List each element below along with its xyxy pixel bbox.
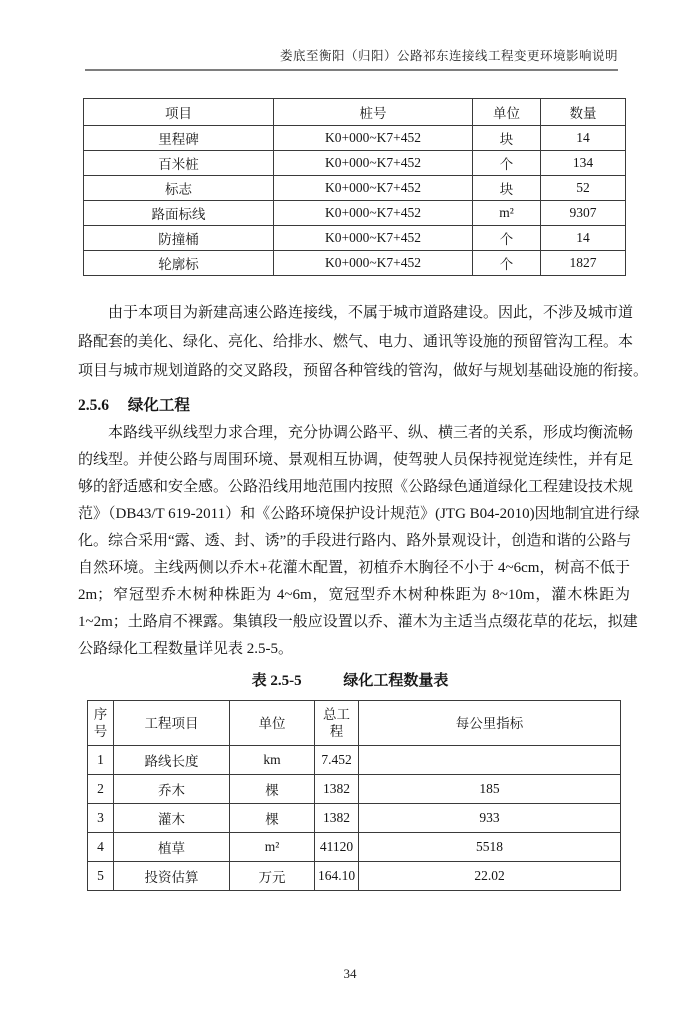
paragraph-line: 公路绿化工程数量详见表 2.5-5。 [78,641,293,657]
table-row [88,862,621,891]
index-cell: 4 [88,833,114,862]
table-row [88,775,621,804]
index-cell: 1 [88,746,114,775]
item-cell: 百米桩 [84,151,274,176]
unit-cell: 个 [473,151,541,176]
item-cell: 防撞桶 [84,226,274,251]
table-row [88,804,621,833]
page-header [85,46,618,71]
table-row [84,251,626,276]
per-km-cell: 185 [359,775,621,804]
qty-cell: 14 [541,126,626,151]
page-number: 34 [343,966,357,981]
unit-cell: 万元 [230,862,315,891]
unit-cell: m² [230,833,315,862]
paragraph-line: 路配套的美化、绿化、亮化、给排水、燃气、电力、通讯等设施的预留管沟工程。本 [78,334,634,350]
unit-cell: 块 [473,176,541,201]
stake-cell: K0+000~K7+452 [274,226,473,251]
unit-cell: 块 [473,126,541,151]
section-title: 绿化工程 [127,397,190,414]
table-caption [0,669,700,690]
per-km-cell: 933 [359,804,621,833]
qty-cell: 1827 [541,251,626,276]
table-caption-label: 表 2.5-5 [251,673,302,689]
facilities-table-header-row [84,99,626,126]
total-cell: 164.10 [315,862,359,891]
item-cell: 植草 [114,833,230,862]
total-cell: 7.452 [315,746,359,775]
table-caption-title: 绿化工程数量表 [343,673,449,689]
stake-cell: K0+000~K7+452 [274,251,473,276]
index-cell: 2 [88,775,114,804]
qty-cell: 9307 [541,201,626,226]
item-cell: 乔木 [114,775,230,804]
table-row [88,746,621,775]
paragraph-line: 由于本项目为新建高速公路连接线，不属于城市道路建设。因此，不涉及城市道 [108,305,634,321]
column-header: 每公里指标 [359,701,621,746]
item-cell: 里程碑 [84,126,274,151]
unit-cell: 个 [473,251,541,276]
table-row [84,151,626,176]
item-cell: 路面标线 [84,201,274,226]
paragraph-line: 1~2m；土路肩不裸露。集镇段一般应设置以乔、灌木为主适当点缀花草的花坛，拟建 [78,614,638,630]
page-header-title: 娄底至衡阳（归阳）公路祁东连接线工程变更环境影响说明 [279,49,618,63]
column-header: 单位 [473,99,541,126]
facilities-table [83,98,626,276]
table-row [84,201,626,226]
column-header: 工程项目 [114,701,230,746]
paragraph-line: 范》（DB43/T 619-2011）和《公路环境保护设计规范》(JTG B04-2010)因地制宜进行绿 [78,506,640,522]
column-header: 总工程 [315,701,359,746]
total-cell: 1382 [315,804,359,833]
per-km-cell: 5518 [359,833,621,862]
total-cell: 41120 [315,833,359,862]
table-row [84,126,626,151]
column-header: 单位 [230,701,315,746]
greening-table [87,700,621,891]
unit-cell: 棵 [230,775,315,804]
paragraph-line: 化。综合采用“露、透、封、诱”的手段进行路内、路外景观设计，创造和谐的公路与 [78,533,632,549]
unit-cell: km [230,746,315,775]
item-cell: 标志 [84,176,274,201]
column-header: 项目 [84,99,274,126]
stake-cell: K0+000~K7+452 [274,151,473,176]
qty-cell: 134 [541,151,626,176]
paragraph-urban-road [78,299,649,386]
item-cell: 路线长度 [114,746,230,775]
item-cell: 灌木 [114,804,230,833]
section-number: 2.5.6 [78,397,109,414]
paragraph-line: 自然环境。主线两侧以乔木+花灌木配置，初植乔木胸径不小于 4~6cm，树高不低于 [78,560,630,576]
index-cell: 5 [88,862,114,891]
stake-cell: K0+000~K7+452 [274,201,473,226]
column-header: 序号 [88,701,114,746]
table-row [84,226,626,251]
stake-cell: K0+000~K7+452 [274,176,473,201]
table-row [84,176,626,201]
unit-cell: m² [473,201,541,226]
section-heading [78,393,630,415]
table-row [88,833,621,862]
total-cell: 1382 [315,775,359,804]
per-km-cell [359,746,621,775]
item-cell: 轮廓标 [84,251,274,276]
item-cell: 投资估算 [114,862,230,891]
per-km-cell: 22.02 [359,862,621,891]
paragraph-line: 够的舒适感和安全感。公路沿线用地范围内按照《公路绿色通道绿化工程建设技术规 [78,479,634,495]
paragraph-line: 项目与城市规划道路的交叉路段，预留各种管线的管沟，做好与规划基础设施的衔接。 [78,363,649,379]
greening-table-header-row [88,701,621,746]
unit-cell: 个 [473,226,541,251]
paragraph-line: 的线型。并使公路与周围环境、景观相互协调，使驾驶人员保持视觉连续性，并有足 [78,452,634,468]
unit-cell: 棵 [230,804,315,833]
index-cell: 3 [88,804,114,833]
column-header: 桩号 [274,99,473,126]
paragraph-greening [78,420,640,663]
qty-cell: 52 [541,176,626,201]
qty-cell: 14 [541,226,626,251]
column-header: 数量 [541,99,626,126]
paragraph-line: 2m；窄冠型乔木树种株距为 4~6m，宽冠型乔木树种株距为 8~10m，灌木株距为 [78,587,630,603]
paragraph-line: 本路线平纵线型力求合理，充分协调公路平、纵、横三者的关系，形成均衡流畅 [108,425,634,441]
stake-cell: K0+000~K7+452 [274,126,473,151]
